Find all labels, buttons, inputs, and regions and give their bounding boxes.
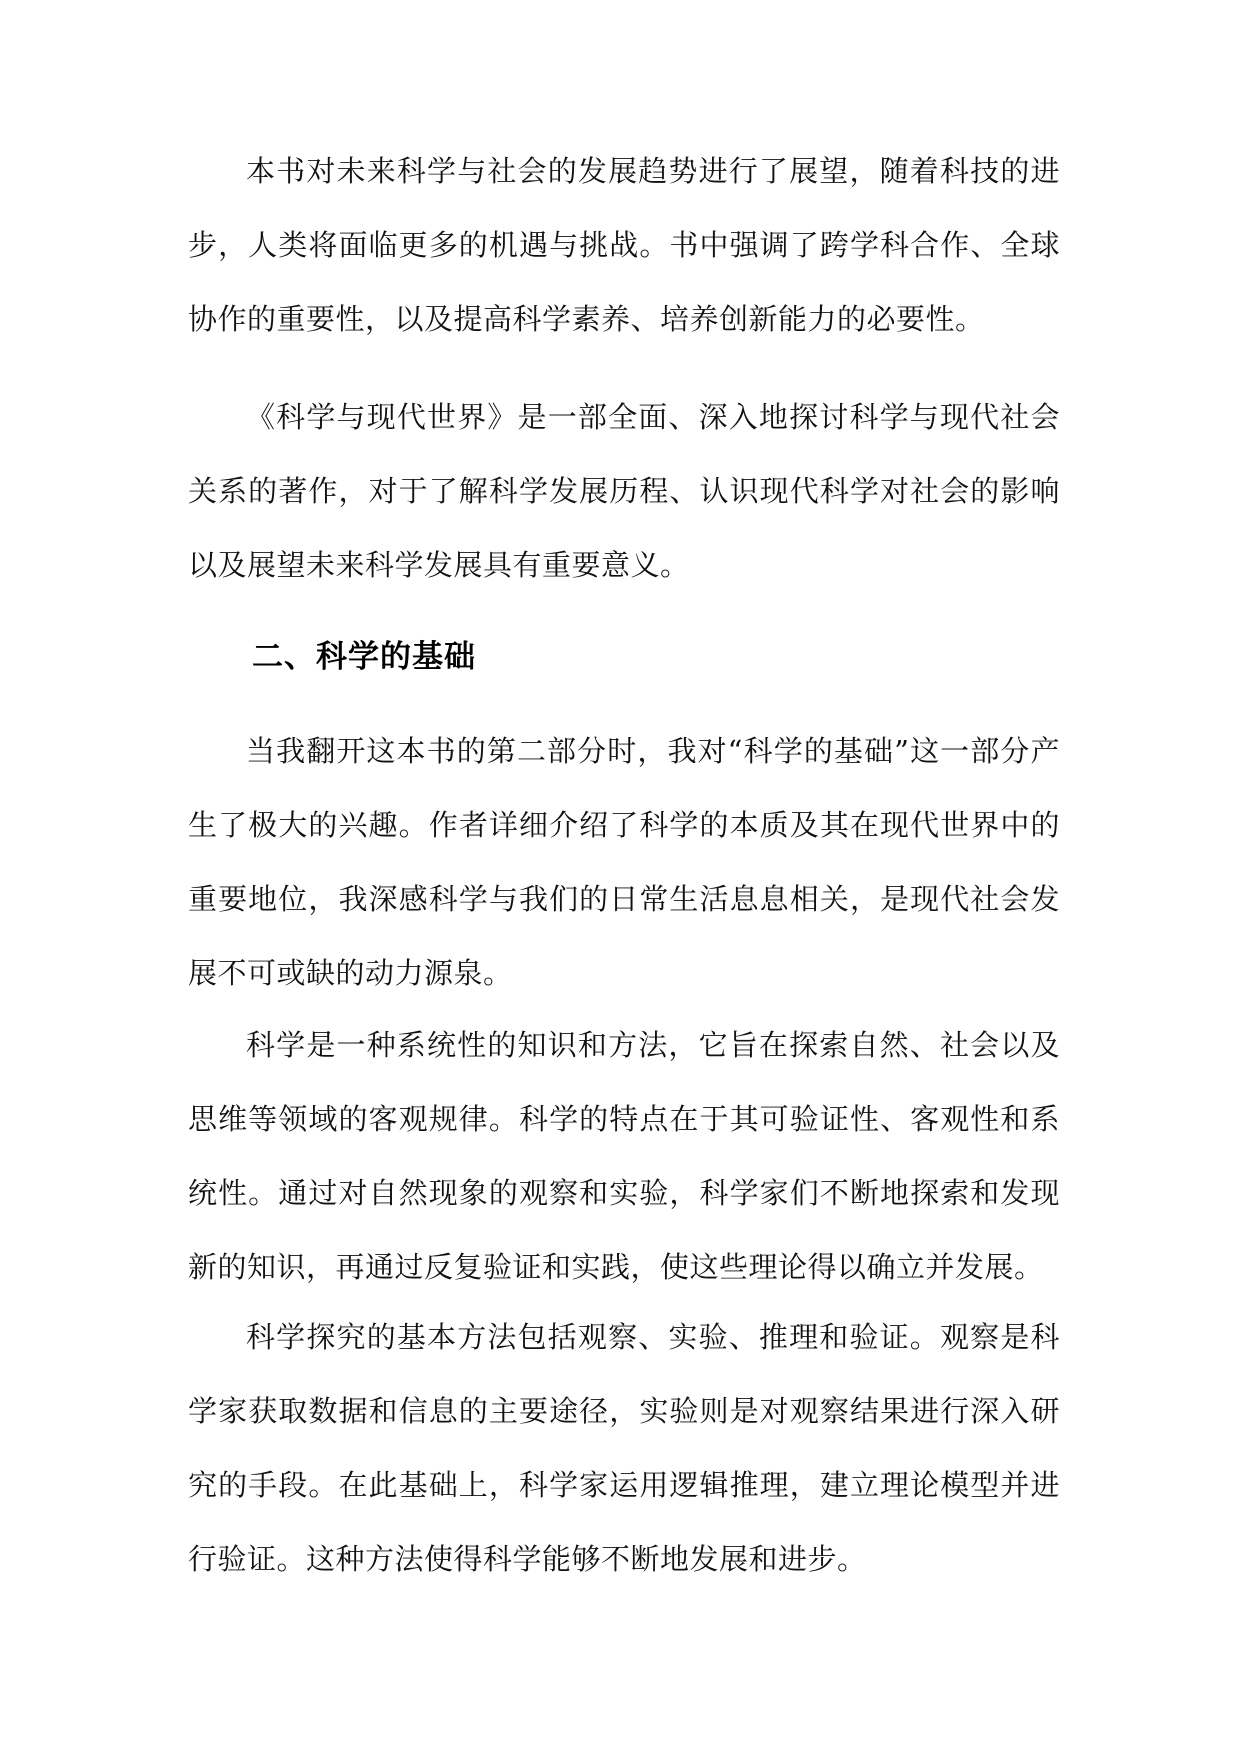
paragraph-science-definition: 科学是一种系统性的知识和方法，它旨在探索自然、社会以及思维等领域的客观规律。科学的特点在于其可验证性、客观性和系统性。通过对自然现象的观察和实验，科学家们不断地探索和发现新的知识，再通过反复验证和实践，使这些理论得以确立并发展。 bbox=[188, 1028, 1060, 1284]
paragraph-book-summary: 《科学与现代世界》是一部全面、深入地探讨科学与现代社会关系的著作，对于了解科学发展历程、认识现代科学对社会的影响以及展望未来科学发展具有重要意义。 bbox=[188, 400, 1060, 582]
paragraph-reading-interest: 当我翻开这本书的第二部分时，我对“科学的基础”这一部分产生了极大的兴趣。作者详细介绍了科学的本质及其在现代世界中的重要地位，我深感科学与我们的日常生活息息相关，是现代社会发展不可或缺的动力源泉。 bbox=[188, 734, 1060, 990]
paragraph-scientific-method: 科学探究的基本方法包括观察、实验、推理和验证。观察是科学家获取数据和信息的主要途径，实验则是对观察结果进行深入研究的手段。在此基础上，科学家运用逻辑推理，建立理论模型并进行验证。这种方法使得科学能够不断地发展和进步。 bbox=[188, 1320, 1060, 1576]
section-heading: 二、科学的基础 bbox=[252, 639, 476, 675]
paragraph-future-outlook: 本书对未来科学与社会的发展趋势进行了展望，随着科技的进步，人类将面临更多的机遇与挑战。书中强调了跨学科合作、全球协作的重要性，以及提高科学素养、培养创新能力的必要性。 bbox=[188, 154, 1060, 336]
